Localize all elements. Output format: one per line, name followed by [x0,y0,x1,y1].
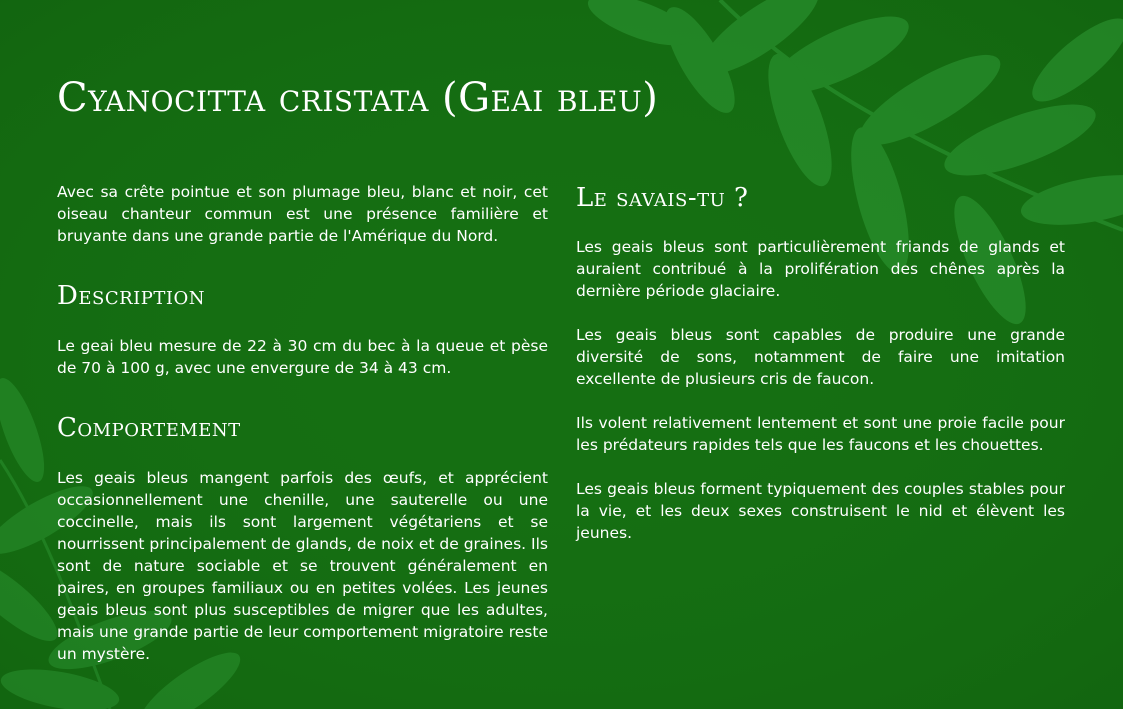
page-title: Cyanocitta cristata (Geai bleu) [57,75,659,121]
description-heading: Description [57,281,205,311]
fact-paragraph: Les geais bleus sont particulièrement friands de glands et auraient contribué à la prolifération des chênes après la dernière période glaciaire. [576,238,1065,300]
behavior-heading: Comportement [57,413,241,443]
fact-paragraph: Les geais bleus forment typiquement des couples stables pour la vie, et les deux sexes construisent le nid et élèvent les jeunes. [576,480,1065,542]
fact-paragraph: Les geais bleus sont capables de produire une grande diversité de sons, notamment de faire une imitation excellente de plusieurs cris de faucon. [576,326,1065,388]
intro-paragraph: Avec sa crête pointue et son plumage bleu, blanc et noir, cet oiseau chanteur commun est une présence familière et bruyante dans une grande partie de l'Amérique du Nord. [57,183,548,245]
behavior-paragraph: Les geais bleus mangent parfois des œufs, et apprécient occasionnellement une chenille, une sauterelle ou une coccinelle, mais ils sont largement végétariens et se nourrissent principalement de glands, de noix et de graines. Ils sont de nature sociable et se trouvent généralement en paires, en groupes familiaux ou en petites volées. Les jeunes geais bleus sont plus susceptibles de migrer que les adultes, mais une grande partie de leur comportement migratoire reste un mystère. [57,469,548,663]
fun-facts-heading: Le savais-tu ? [576,183,749,213]
fact-paragraph: Ils volent relativement lentement et sont une proie facile pour les prédateurs rapides tels que les faucons et les chouettes. [576,414,1065,454]
description-paragraph: Le geai bleu mesure de 22 à 30 cm du bec à la queue et pèse de 70 à 100 g, avec une envergure de 34 à 43 cm. [57,337,548,377]
